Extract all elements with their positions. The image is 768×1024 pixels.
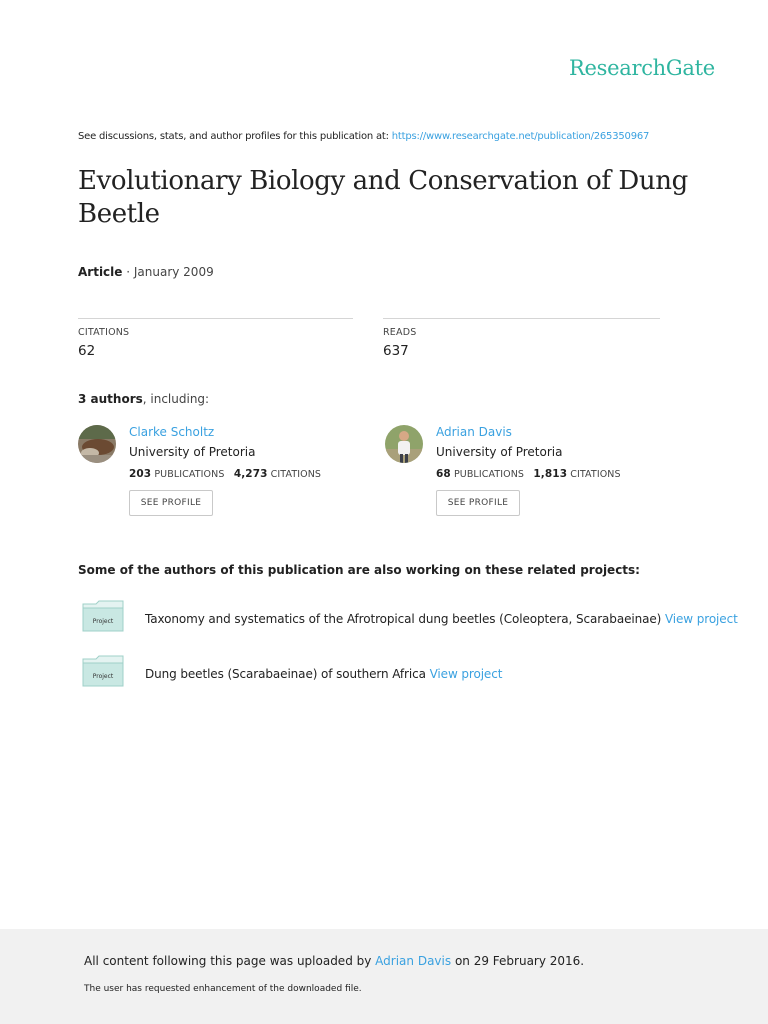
enhancement-note: The user has requested enhancement of the downloaded file.: [84, 984, 362, 994]
project-icon-label: Project: [92, 618, 114, 625]
author-publications-label: PUBLICATIONS: [453, 469, 525, 480]
author-avatar-adrian-davis[interactable]: [385, 425, 423, 463]
researchgate-logo[interactable]: ResearchGate: [569, 56, 715, 80]
project-folder-icon: [82, 655, 124, 687]
reads-label: READS: [383, 327, 417, 338]
reads-divider: [383, 318, 660, 319]
author-photo-icon: [78, 425, 116, 463]
publication-meta: [78, 265, 214, 279]
project-folder-icon: [82, 600, 124, 632]
author-publications-count: 203: [129, 468, 152, 480]
author-institution: University of Pretoria: [436, 445, 563, 459]
citations-value: 62: [78, 343, 96, 359]
author-photo-icon: [385, 425, 423, 463]
view-project-link[interactable]: View project: [664, 612, 738, 626]
discussion-prefix: See discussions, stats, and author profiles for this publication at:: [78, 131, 389, 142]
author-avatar-clarke-scholtz[interactable]: [78, 425, 116, 463]
upload-prefix: All content following this page was uploaded by: [84, 954, 372, 968]
author-citations-label: CITATIONS: [270, 469, 322, 480]
project-title: Dung beetles (Scarabaeinae) of southern Africa: [145, 667, 426, 681]
author-stats: [129, 468, 321, 480]
projects-heading: Some of the authors of this publication are also working on these related projects:: [78, 563, 640, 577]
upload-suffix: on 29 February 2016.: [454, 954, 585, 968]
uploader-link[interactable]: Adrian Davis: [375, 954, 452, 968]
title-line-1: Evolutionary Biology and Conservation of Dung: [78, 166, 688, 196]
authors-heading: [78, 392, 209, 406]
footer-panel: [0, 929, 768, 1024]
author-name-link[interactable]: Clarke Scholtz: [129, 425, 215, 439]
author-citations-label: CITATIONS: [570, 469, 621, 480]
citations-label: CITATIONS: [78, 327, 130, 338]
project-title: Taxonomy and systematics of the Afrotropical dung beetles (Coleoptera, Scarabaeinae): [145, 612, 662, 626]
discussion-line: [78, 131, 649, 142]
publication-date: · January 2009: [122, 265, 214, 279]
author-institution: University of Pretoria: [129, 445, 256, 459]
author-citations-count: 1,813: [533, 468, 568, 480]
publication-title: [78, 165, 718, 231]
author-stats: [436, 468, 621, 480]
publication-url-link[interactable]: https://www.researchgate.net/publication/265350967: [391, 131, 650, 142]
see-profile-button[interactable]: SEE PROFILE: [129, 490, 213, 516]
upload-notice: [84, 954, 584, 968]
see-profile-button[interactable]: SEE PROFILE: [436, 490, 520, 516]
authors-count: 3 authors: [78, 392, 143, 406]
author-citations-count: 4,273: [233, 468, 268, 480]
reads-value: 637: [383, 343, 409, 359]
project-item: [145, 667, 502, 681]
authors-suffix: , including:: [142, 392, 210, 406]
project-item: [145, 612, 738, 626]
author-publications-label: PUBLICATIONS: [154, 469, 225, 480]
publication-type: Article: [78, 265, 123, 279]
project-icon-label: Project: [92, 673, 114, 680]
author-name-link[interactable]: Adrian Davis: [436, 425, 512, 439]
citations-divider: [78, 318, 353, 319]
author-publications-count: 68: [436, 468, 451, 480]
view-project-link[interactable]: View project: [429, 667, 503, 681]
title-line-2: Beetle: [78, 199, 160, 229]
